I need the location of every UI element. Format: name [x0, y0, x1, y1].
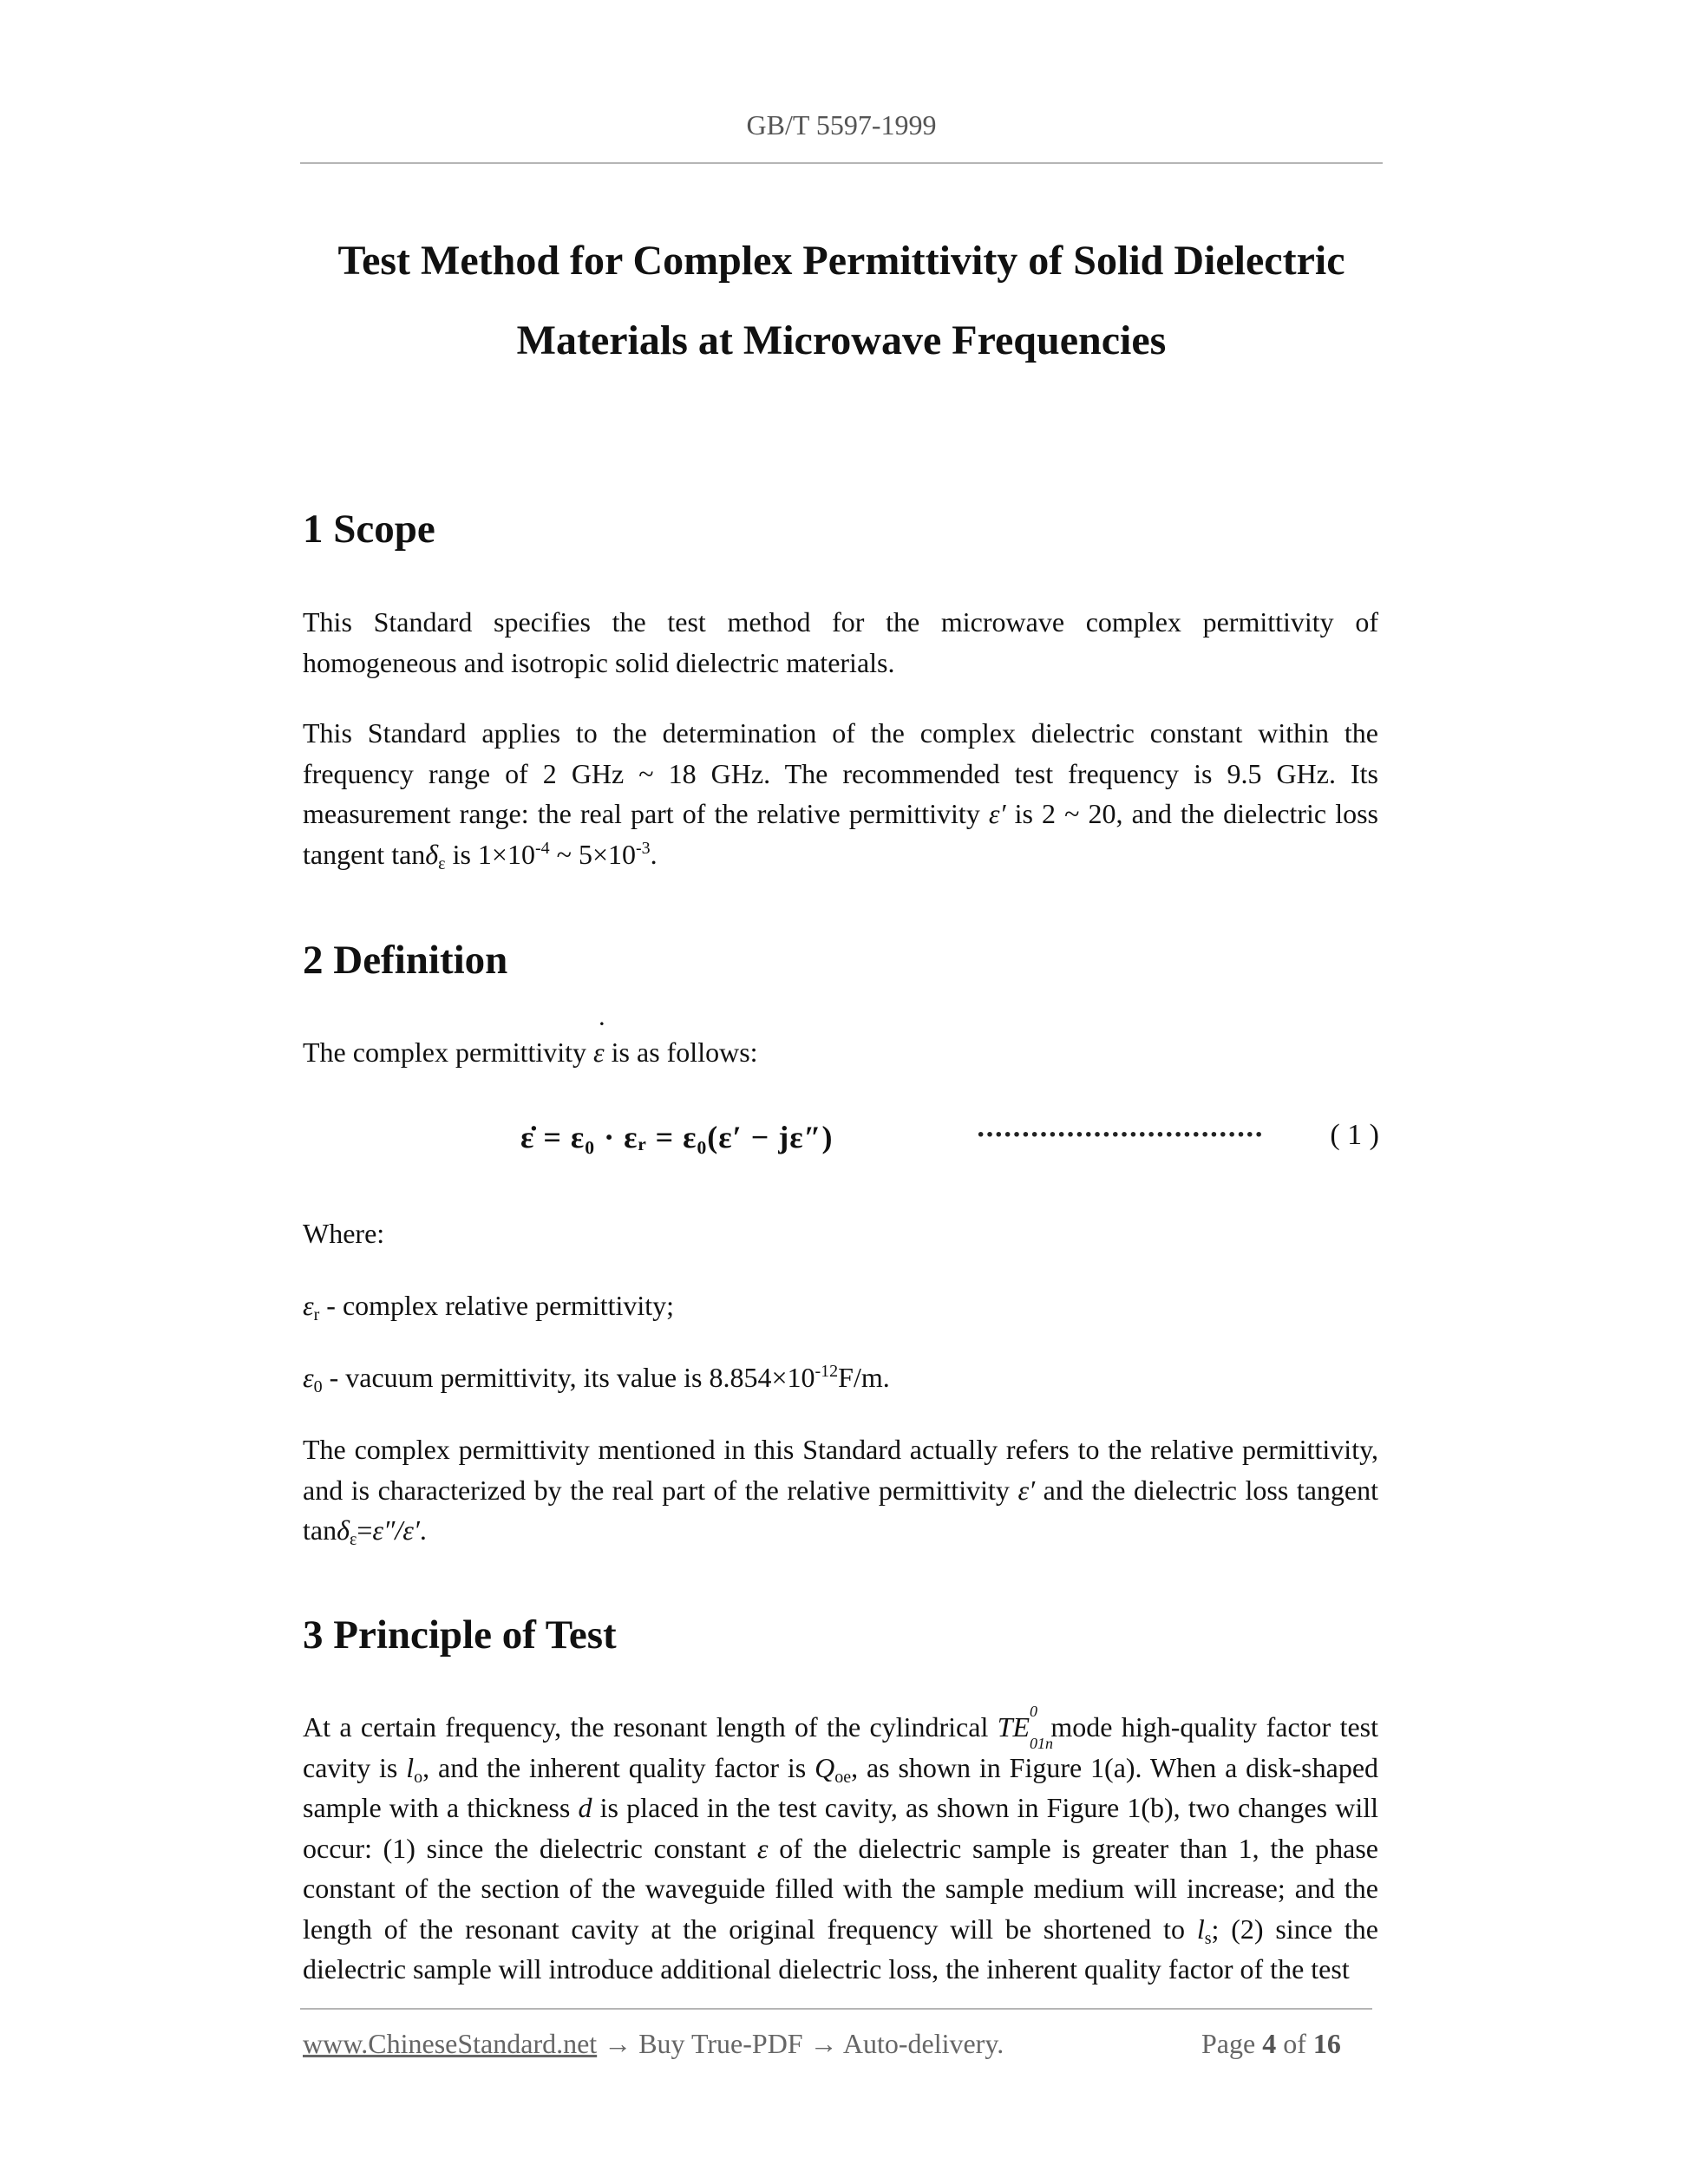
equation-formula: ε̇ = ε₀ · εᵣ = ε₀(ε′ − jε″)	[520, 1120, 834, 1154]
where-label: Where:	[303, 1218, 385, 1249]
page-total: 16	[1312, 2028, 1341, 2059]
equation-1	[520, 1119, 1379, 1162]
section-heading-scope: 1 Scope	[303, 507, 435, 552]
scope-p2-text-a: This Standard applies to the determination of the complex dielectric constant within the frequency range of 2 GHz ~ 18 GHz. The recommended test frequency is 9.5 GHz. Its measurement range: the real part of the relative permittivity	[303, 717, 1378, 829]
ls-symbol: l	[1196, 1913, 1205, 1945]
definition-p-text-b: and the dielectric loss tangent tan	[303, 1474, 1379, 1546]
footer-divider	[300, 2008, 1372, 2010]
te-mode-symbol	[997, 1703, 1054, 1752]
definition-er	[303, 1285, 1378, 1326]
scope-paragraph-1: This Standard specifies the test method for the microwave complex permittivity of homogeneous and isotropic solid dielectric materials.	[303, 606, 1378, 678]
definition-e0	[303, 1357, 1378, 1398]
complex-permittivity-symbol: ˙ ε	[593, 1032, 605, 1073]
thickness-symbol: d	[578, 1792, 592, 1823]
definition-intro	[303, 1032, 1378, 1073]
scope-p2-text-d: ~ 5×10	[549, 838, 636, 870]
er-subscript: r	[313, 1305, 320, 1324]
website-link[interactable]: www.ChineseStandard.net	[303, 2028, 598, 2059]
principle-text-g: ; (2) since the dielectric sample will introduce additional dielectric loss, the inherent quality factor of the test	[303, 1913, 1379, 1985]
e0-exponent: -12	[815, 1362, 839, 1381]
e0-subscript: 0	[313, 1377, 323, 1396]
title-line-1: Test Method for Complex Permittivity of Solid Dielectric	[337, 238, 1345, 284]
principle-text-f: of the dielectric sample is greater than 1, the phase constant of the section of the waveguide filled with the sample medium will increase; and the length of the resonant cavity at the original frequency will be shortened to	[303, 1832, 1379, 1945]
scope-paragraph-2	[303, 713, 1378, 874]
of-label: of	[1283, 2028, 1306, 2059]
definition-intro-text-a: The complex permittivity	[303, 1036, 594, 1068]
exponent-1: -4	[534, 838, 550, 858]
delta-subscript: ε	[438, 853, 446, 873]
ls-subscript: s	[1204, 1928, 1212, 1948]
delta-symbol: δ	[337, 1514, 350, 1546]
page-counter	[1201, 2028, 1341, 2060]
e0-description-a: - vacuum permittivity, its value is 8.854×10	[322, 1362, 815, 1393]
delta-subscript: ε	[349, 1530, 357, 1549]
title-line-2: Materials at Microwave Frequencies	[516, 317, 1167, 363]
scope-p2-text-e: .	[650, 838, 658, 870]
q-subscript: oe	[834, 1767, 852, 1787]
page-number: 4	[1262, 2028, 1277, 2059]
q-symbol: Q	[815, 1751, 835, 1783]
te-superscript: 0	[1030, 1703, 1038, 1720]
section-heading-definition: 2 Definition	[303, 938, 508, 983]
buy-pdf-text: Buy True-PDF	[638, 2028, 803, 2059]
principle-text-a: At a certain frequency, the resonant length of the cylindrical	[303, 1711, 998, 1743]
epsilon-prime-symbol: ε′	[988, 798, 1006, 829]
lo-subscript: o	[414, 1767, 423, 1787]
document-title	[300, 221, 1383, 381]
equals-sign: =	[357, 1514, 373, 1546]
te-label: TE	[997, 1711, 1030, 1743]
arrow-icon: →	[809, 2028, 838, 2059]
exponent-2: -3	[635, 838, 651, 858]
epsilon-symbol: ε	[756, 1832, 769, 1864]
equation-number: ( 1 )	[1330, 1119, 1379, 1151]
equation-leader-dots: ································	[976, 1119, 1263, 1151]
te-subscript: 01n	[1030, 1734, 1054, 1752]
lo-symbol: l	[406, 1751, 415, 1783]
standard-code: GB/T 5597-1999	[746, 109, 937, 141]
auto-delivery-text: Auto-delivery.	[842, 2028, 1004, 2059]
footer-promo	[303, 2028, 1004, 2060]
e0-description-b: F/m.	[838, 1362, 890, 1393]
epsilon-ratio: ε″/ε′	[372, 1514, 420, 1546]
scope-p2-text-c: is 1×10	[445, 838, 535, 870]
arrow-icon: →	[604, 2028, 632, 2059]
definition-intro-text-b: is as follows:	[604, 1036, 758, 1068]
epsilon-symbol: ε	[303, 1290, 314, 1321]
er-description: - complex relative permittivity;	[319, 1290, 675, 1321]
definition-paragraph	[303, 1429, 1378, 1551]
epsilon-symbol: ε	[303, 1362, 314, 1393]
definition-p-text-a: The complex permittivity mentioned in this Standard actually refers to the relative permittivity, and is characterized by the real part of the relative permittivity	[303, 1434, 1378, 1506]
section-heading-principle: 3 Principle of Test	[303, 1612, 617, 1658]
header-divider	[300, 162, 1383, 164]
page-label: Page	[1201, 2028, 1256, 2059]
delta-symbol: δ	[425, 838, 439, 870]
definition-p-text-d: .	[419, 1514, 427, 1546]
principle-text-d: , as shown in Figure 1(a). When a disk-shaped sample with a thickness	[303, 1751, 1379, 1823]
principle-text-e: is placed in the test cavity, as shown in Figure 1(b), two changes will occur: (1) since the dielectric constant	[303, 1792, 1379, 1864]
epsilon-prime-symbol: ε′	[1017, 1474, 1036, 1506]
principle-text-c: , and the inherent quality factor is	[422, 1751, 815, 1783]
principle-paragraph	[303, 1703, 1379, 1990]
principle-text-b: mode high-quality factor test cavity is	[303, 1711, 1379, 1783]
scope-p2-text-b: is 2 ~ 20, and the dielectric loss tangent tan	[303, 798, 1379, 870]
